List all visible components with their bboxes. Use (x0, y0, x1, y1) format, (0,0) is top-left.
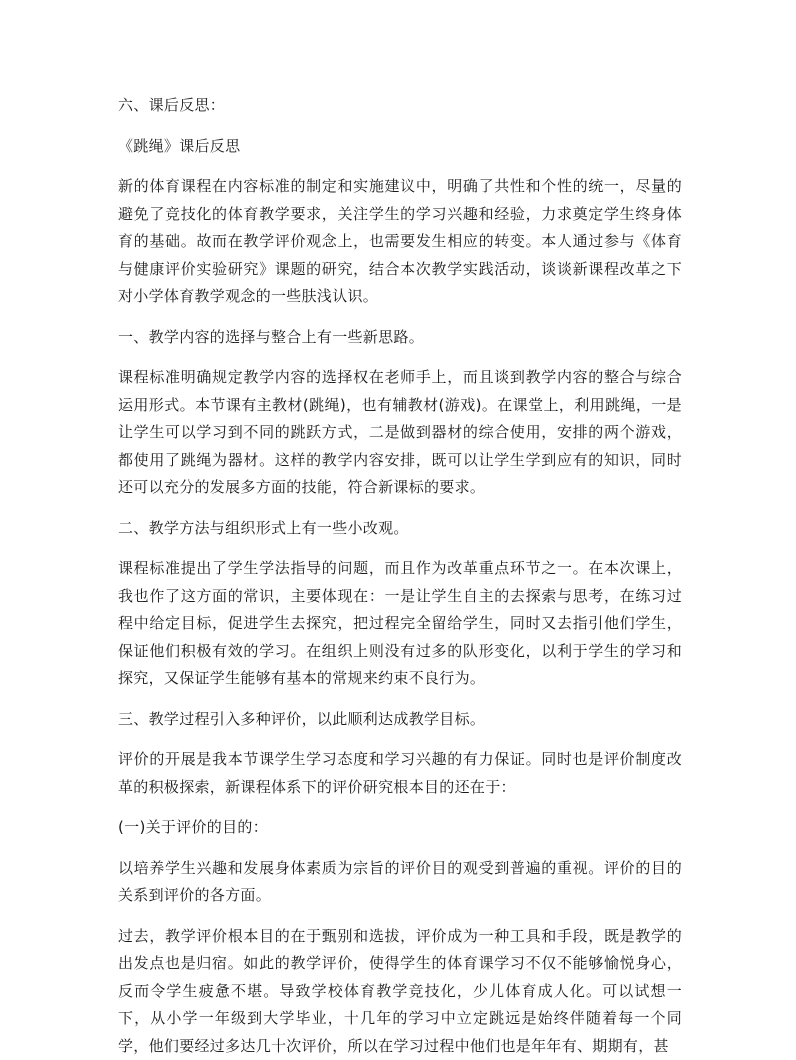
intro-paragraph: 新的体育课程在内容标准的制定和实施建议中，明确了共性和个性的统一，尽量的避免了竞技化的体育教学要求，关注学生的学习兴趣和经验，力求奠定学生终身体育的基础。故而在教学评价观念上，也需要发生相应的转变。本人通过参与《体育与健康评价实验研究》课题的研究，结合本次教学实践活动，谈谈新课程改革之下对小学体育教学观念的一些肤浅认识。 (118, 173, 682, 311)
point-one-heading: 一、教学内容的选择与整合上有一些新思路。 (118, 324, 682, 352)
document-page (118, 92, 682, 1060)
section-heading-reflection: 六、课后反思： (118, 92, 682, 120)
reflection-title: 《跳绳》课后反思 (118, 133, 682, 161)
subpoint-one-body: 以培养学生兴趣和发展身体素质为宗旨的评价目的观受到普遍的重视。评价的目的关系到评价的各方面。 (118, 855, 682, 910)
point-two-body: 课程标准提出了学生学法指导的问题，而且作为改革重点环节之一。在本次课上，我也作了这方面的常识，主要体现在：一是让学生自主的去探索与思考，在练习过程中给定目标，促进学生去探究，把过程完全留给学生，同时又去指引他们学生，保证他们积极有效的学习。在组织上则没有过多的队形变化，以利于学生的学习和探究，又保证学生能够有基本的常规来约束不良行为。 (118, 555, 682, 693)
point-one-body: 课程标准明确规定教学内容的选择权在老师手上，而且谈到教学内容的整合与综合运用形式。本节课有主教材(跳绳)，也有辅教材(游戏)。在课堂上，利用跳绳，一是让学生可以学习到不同的跳跃方式，二是做到器材的综合使用，安排的两个游戏，都使用了跳绳为器材。这样的教学内容安排，既可以让学生学到应有的知识，同时还可以充分的发展多方面的技能，符合新课标的要求。 (118, 364, 682, 502)
point-three-heading: 三、教学过程引入多种评价，以此顺利达成教学目标。 (118, 706, 682, 734)
subpoint-one-heading: (一)关于评价的目的： (118, 814, 682, 842)
past-evaluation-paragraph: 过去，教学评价根本目的在于甄别和选拔，评价成为一种工具和手段，既是教学的出发点也是归宿。如此的教学评价，使得学生的体育课学习不仅不能够愉悦身心，反而令学生疲惫不堪。导致学校体育教学竞技化，少儿体育成人化。可以试想一下，从小学一年级到大学毕业，十几年的学习中立定跳远是始终伴随着每一个同学，他们要经过多达几十次评价，所以在学习过程中他们也是年年有、期期有，甚 (118, 923, 682, 1060)
point-two-heading: 二、教学方法与组织形式上有一些小改观。 (118, 515, 682, 543)
point-three-body: 评价的开展是我本节课学生学习态度和学习兴趣的有力保证。同时也是评价制度改革的积极探索，新课程体系下的评价研究根本目的还在于： (118, 746, 682, 801)
